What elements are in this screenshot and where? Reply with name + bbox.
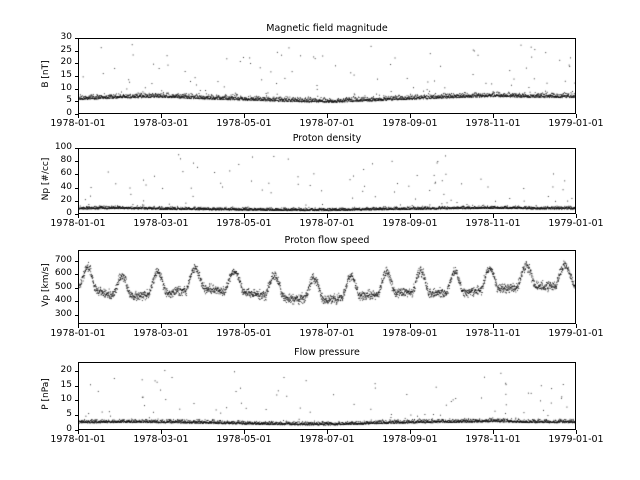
- x-tick-label: 1978-11-01: [465, 434, 521, 445]
- y-tick-label: 60: [60, 168, 72, 179]
- x-tick-mark: [78, 430, 79, 434]
- x-tick-label: 1978-01-01: [50, 218, 106, 229]
- plot-area-proton-density: [78, 148, 576, 214]
- y-tick-mark: [75, 415, 79, 416]
- x-tick-label: 1978-09-01: [382, 328, 438, 339]
- y-tick-mark: [75, 63, 79, 64]
- x-tick-label: 1978-11-01: [465, 218, 521, 229]
- plot-area-flow-pressure: [78, 362, 576, 430]
- y-tick-label: 20: [60, 57, 72, 68]
- y-tick-mark: [75, 261, 79, 262]
- y-tick-mark: [75, 38, 79, 39]
- y-tick-label: 0: [66, 424, 72, 434]
- x-tick-mark: [327, 430, 328, 434]
- y-tick-label: 15: [60, 70, 72, 80]
- y-tick-mark: [75, 76, 79, 77]
- y-axis-label-flow-pressure: P [nPa]: [41, 378, 51, 410]
- x-tick-mark: [410, 324, 411, 328]
- x-tick-mark: [576, 114, 577, 118]
- y-axis-label-magnetic-field-magnitude: B [nT]: [41, 60, 51, 88]
- y-tick-mark: [75, 315, 79, 316]
- chart-title-magnetic-field-magnitude: Magnetic field magnitude: [266, 23, 388, 34]
- x-tick-mark: [78, 324, 79, 328]
- x-tick-label: 1978-09-01: [382, 218, 438, 229]
- x-tick-label: 1978-01-01: [50, 118, 106, 129]
- x-tick-label: 1978-01-01: [50, 434, 106, 445]
- x-tick-mark: [410, 430, 411, 434]
- y-tick-mark: [75, 301, 79, 302]
- x-tick-label: 1978-09-01: [382, 118, 438, 129]
- x-tick-mark: [161, 324, 162, 328]
- plot-area-magnetic-field-magnitude: [78, 38, 576, 114]
- x-tick-mark: [244, 324, 245, 328]
- x-tick-mark: [244, 430, 245, 434]
- y-tick-label: 20: [60, 364, 72, 375]
- data-points-magnetic-field-magnitude: [79, 39, 576, 114]
- y-tick-label: 80: [60, 155, 72, 166]
- y-tick-label: 10: [60, 394, 72, 405]
- chart-title-flow-pressure: Flow pressure: [294, 347, 360, 358]
- x-tick-label: 1978-03-01: [133, 328, 189, 339]
- x-tick-label: 1978-05-01: [216, 328, 272, 339]
- x-tick-mark: [161, 114, 162, 118]
- x-tick-label: 1978-03-01: [133, 118, 189, 129]
- y-tick-label: 20: [60, 194, 72, 205]
- x-tick-mark: [161, 214, 162, 218]
- y-tick-mark: [75, 51, 79, 52]
- y-tick-label: 700: [54, 254, 72, 265]
- x-tick-label: 1978-03-01: [133, 218, 189, 229]
- x-tick-label: 1978-05-01: [216, 118, 272, 129]
- y-tick-label: 15: [60, 379, 72, 390]
- x-tick-label: 1978-11-01: [465, 118, 521, 129]
- y-tick-label: 40: [60, 181, 72, 192]
- x-tick-label: 1978-01-01: [50, 328, 106, 339]
- y-tick-mark: [75, 89, 79, 90]
- y-tick-label: 400: [54, 295, 72, 306]
- chart-title-proton-density: Proton density: [292, 133, 362, 144]
- x-tick-mark: [576, 430, 577, 434]
- chart-title-proton-flow-speed: Proton flow speed: [284, 235, 370, 246]
- x-tick-label: 1978-09-01: [382, 434, 438, 445]
- x-tick-mark: [576, 214, 577, 218]
- y-tick-label: 5: [66, 409, 72, 420]
- y-axis-label-proton-density: Np [#/cc]: [41, 157, 51, 201]
- x-tick-label: 1978-07-01: [299, 118, 355, 129]
- x-tick-mark: [410, 114, 411, 118]
- data-points-proton-density: [79, 149, 576, 214]
- y-tick-mark: [75, 371, 79, 372]
- x-tick-label: 1978-07-01: [299, 218, 355, 229]
- y-tick-mark: [75, 201, 79, 202]
- x-tick-mark: [327, 114, 328, 118]
- x-tick-label: 1978-07-01: [299, 328, 355, 339]
- y-tick-mark: [75, 174, 79, 175]
- y-tick-label: 10: [60, 82, 72, 93]
- x-tick-mark: [78, 114, 79, 118]
- y-tick-label: 30: [60, 32, 72, 42]
- y-tick-label: 500: [54, 281, 72, 292]
- y-tick-label: 0: [66, 208, 72, 218]
- x-tick-mark: [493, 430, 494, 434]
- y-tick-mark: [75, 386, 79, 387]
- y-tick-label: 300: [54, 308, 72, 319]
- x-tick-mark: [78, 214, 79, 218]
- x-tick-label: 1978-11-01: [465, 328, 521, 339]
- y-tick-label: 0: [66, 108, 72, 118]
- y-tick-mark: [75, 161, 79, 162]
- x-tick-mark: [327, 214, 328, 218]
- y-tick-label: 100: [54, 142, 72, 152]
- x-tick-label: 1978-07-01: [299, 434, 355, 445]
- x-tick-label: 1979-01-01: [548, 328, 604, 339]
- y-tick-mark: [75, 101, 79, 102]
- data-points-flow-pressure: [79, 363, 576, 430]
- x-tick-label: 1978-05-01: [216, 434, 272, 445]
- y-tick-mark: [75, 148, 79, 149]
- x-tick-mark: [244, 114, 245, 118]
- x-tick-label: 1979-01-01: [548, 218, 604, 229]
- x-tick-mark: [327, 324, 328, 328]
- plot-area-proton-flow-speed: [78, 250, 576, 324]
- y-tick-label: 25: [60, 44, 72, 55]
- x-tick-mark: [493, 324, 494, 328]
- x-tick-mark: [161, 430, 162, 434]
- x-tick-label: 1978-03-01: [133, 434, 189, 445]
- x-tick-mark: [410, 214, 411, 218]
- x-tick-mark: [576, 324, 577, 328]
- y-tick-mark: [75, 274, 79, 275]
- y-tick-mark: [75, 288, 79, 289]
- x-tick-mark: [493, 114, 494, 118]
- y-tick-label: 600: [54, 268, 72, 279]
- x-tick-label: 1979-01-01: [548, 434, 604, 445]
- y-tick-mark: [75, 400, 79, 401]
- x-tick-label: 1979-01-01: [548, 118, 604, 129]
- x-tick-mark: [493, 214, 494, 218]
- x-tick-label: 1978-05-01: [216, 218, 272, 229]
- y-tick-mark: [75, 188, 79, 189]
- data-points-proton-flow-speed: [79, 251, 576, 324]
- y-tick-label: 5: [66, 95, 72, 106]
- y-axis-label-proton-flow-speed: Vp [km/s]: [41, 263, 51, 307]
- x-tick-mark: [244, 214, 245, 218]
